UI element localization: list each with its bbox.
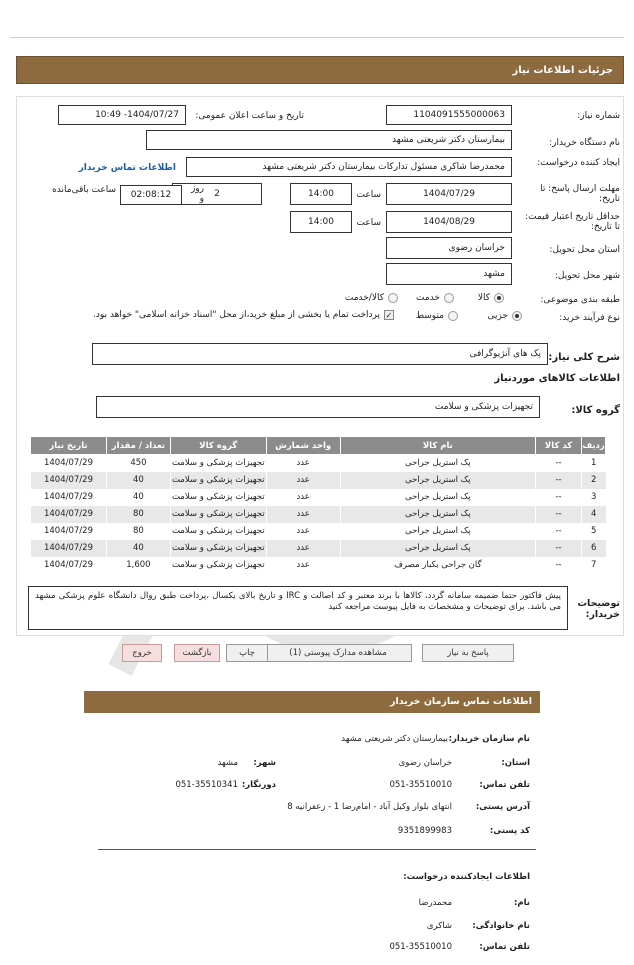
cell: 3 xyxy=(582,489,606,506)
cell: 5 xyxy=(582,523,606,540)
creator-family-label: نام خانوادگی: xyxy=(472,921,530,931)
cell: پک استریل جراحی xyxy=(340,472,536,489)
buyer-field: بیمارستان دکتر شریعتی مشهد xyxy=(146,130,512,150)
contact-province-value: خراسان رضوی xyxy=(398,758,452,768)
cell: عدد xyxy=(266,472,340,489)
col-unit: واحد شمارش xyxy=(266,437,340,455)
cell: 40 xyxy=(106,489,170,506)
cell: تجهیزات پزشکی و سلامت xyxy=(170,455,266,472)
cell: عدد xyxy=(266,540,340,557)
table-row xyxy=(31,455,606,472)
reply-button[interactable]: پاسخ به نیاز xyxy=(422,644,514,662)
page-header: جزئیات اطلاعات نیاز xyxy=(16,56,624,84)
cell: تجهیزات پزشکی و سلامت xyxy=(170,523,266,540)
validity-label: حداقل تاریخ اعتبار قیمت: تا تاریخ: xyxy=(525,212,620,232)
cell: 1 xyxy=(582,455,606,472)
contact-city-label: شهر: xyxy=(253,758,276,768)
cell: 80 xyxy=(106,506,170,523)
buyer-label: نام دستگاه خریدار: xyxy=(549,138,620,148)
contact-fax-value: 051-35510341 xyxy=(175,780,238,790)
cell: -- xyxy=(536,540,582,557)
deadline-date-field: 1404/07/29 xyxy=(386,183,512,205)
announce-label: تاریخ و ساعت اعلان عمومی: xyxy=(195,111,304,121)
remaining-label: ساعت باقی‌مانده xyxy=(52,185,116,195)
cell: 80 xyxy=(106,523,170,540)
validity-time-label: ساعت xyxy=(356,218,381,228)
cell: تجهیزات پزشکی و سلامت xyxy=(170,540,266,557)
cell: تجهیزات پزشکی و سلامت xyxy=(170,489,266,506)
cell: 1404/07/29 xyxy=(31,557,107,574)
contact-header: اطلاعات تماس سازمان خریدار xyxy=(84,691,540,713)
items-table xyxy=(30,436,606,574)
cell: -- xyxy=(536,489,582,506)
postal-label: کد پستی: xyxy=(489,826,530,836)
cell: 4 xyxy=(582,506,606,523)
cell: 1,600 xyxy=(106,557,170,574)
validity-date-field: 1404/08/29 xyxy=(386,211,512,233)
cell: 1404/07/29 xyxy=(31,540,107,557)
cell: -- xyxy=(536,557,582,574)
cell: پک استریل جراحی xyxy=(340,506,536,523)
notes-label: توضیحات خریدار: xyxy=(577,598,620,620)
notes-field: پیش فاکتور حتما ضمیمه سامانه گردد، کالاها با برند معتبر و کد اصالت و IRC و تاریخ بالای یکسال ،پرداخت طبق روال دانشگاه علوم پزشکی مشهد می باشد. برای توضیحات و مشخصات به فایل پیوست مراجعه کنید xyxy=(28,586,568,630)
exit-button[interactable]: خروج xyxy=(122,644,162,662)
checkbox-check-icon: ✓ xyxy=(385,311,393,320)
city-label: شهر محل تحویل: xyxy=(554,271,620,281)
org-label: نام سازمان خریدار: xyxy=(448,734,530,744)
contact-fax-label: دورنگار: xyxy=(241,780,276,790)
cell: 450 xyxy=(106,455,170,472)
postal-value: 9351899983 xyxy=(397,826,452,836)
cell: گان جراحی یکبار مصرف xyxy=(340,557,536,574)
province-field: خراسان رضوی xyxy=(386,237,512,259)
cell: پک استریل جراحی xyxy=(340,523,536,540)
table-row xyxy=(31,472,606,489)
cell: پک استریل جراحی xyxy=(340,455,536,472)
radio-icon xyxy=(494,293,504,303)
table-row xyxy=(31,489,606,506)
deadline-label: مهلت ارسال پاسخ: تا تاریخ: xyxy=(540,184,620,204)
creator-family-value: شاکری xyxy=(426,921,452,931)
remaining-time-field: 02:08:12 xyxy=(120,185,182,205)
category-option-service[interactable]: خدمت xyxy=(416,293,454,303)
buyer-contact-link[interactable]: اطلاعات تماس خریدار xyxy=(78,163,176,173)
cell: تجهیزات پزشکی و سلامت xyxy=(170,472,266,489)
group-label: گروه کالا: xyxy=(571,405,620,416)
cell: پک استریل جراحی xyxy=(340,540,536,557)
cell: 40 xyxy=(106,472,170,489)
table-row xyxy=(31,506,606,523)
creator-heading: اطلاعات ایجاد‌کننده درخواست: xyxy=(403,872,530,882)
announce-field: 1404/07/27- 10:49 xyxy=(58,105,186,125)
cell: -- xyxy=(536,506,582,523)
col-need-date: تاریخ نیاز xyxy=(31,437,107,455)
col-item-code: کد کالا xyxy=(536,437,582,455)
creator-label: ایجاد کننده درخواست: xyxy=(537,158,620,168)
col-item-name: نام کالا xyxy=(340,437,536,455)
category-label: طبقه بندی موضوعی: xyxy=(540,295,620,305)
table-row xyxy=(31,540,606,557)
top-divider xyxy=(10,37,624,38)
col-row-number: ردیف xyxy=(582,437,606,455)
treasury-payment-checkbox[interactable]: ✓ پرداخت تمام یا بخشی از مبلغ خرید،از محل "اسناد خزانه اسلامی" خواهد بود. xyxy=(92,310,393,320)
cell: عدد xyxy=(266,523,340,540)
contact-phone-value: 051-35510010 xyxy=(389,780,452,790)
need-number-field: 1104091555000063 xyxy=(386,105,512,125)
process-option-medium[interactable]: متوسط xyxy=(416,311,458,321)
creator-phone-value: 051-35510010 xyxy=(389,942,452,952)
cell: 1404/07/29 xyxy=(31,523,107,540)
cell: 1404/07/29 xyxy=(31,489,107,506)
cell: عدد xyxy=(266,489,340,506)
cell: عدد xyxy=(266,506,340,523)
cell: -- xyxy=(536,455,582,472)
days-field: 2 xyxy=(172,183,262,205)
creator-name-label: نام: xyxy=(513,898,530,908)
radio-icon xyxy=(512,311,522,321)
cell: تجهیزات پزشکی و سلامت xyxy=(170,557,266,574)
deadline-time-label: ساعت xyxy=(356,190,381,200)
need-number-label: شماره نیاز: xyxy=(577,111,620,121)
radio-icon xyxy=(448,311,458,321)
validity-time-field: 14:00 xyxy=(290,211,352,233)
cell: عدد xyxy=(266,557,340,574)
city-field: مشهد xyxy=(386,263,512,285)
cell: 2 xyxy=(582,472,606,489)
cell: 6 xyxy=(582,540,606,557)
summary-field: پک های آنژیوگرافی xyxy=(92,343,548,365)
creator-phone-label: تلفن تماس: xyxy=(479,942,530,952)
process-option-minor[interactable]: جزیی xyxy=(487,311,522,321)
contact-city-value: مشهد xyxy=(217,758,238,768)
col-quantity: تعداد / مقدار xyxy=(106,437,170,455)
province-label: استان محل تحویل: xyxy=(549,245,620,255)
process-label: نوع فرآیند خرید: xyxy=(559,313,620,323)
cell: 1404/07/29 xyxy=(31,472,107,489)
category-option-goods[interactable]: کالا xyxy=(478,293,504,303)
cell: -- xyxy=(536,472,582,489)
creator-name-value: محمدرضا xyxy=(418,898,452,908)
days-label: روز و xyxy=(190,184,204,204)
radio-icon xyxy=(444,293,454,303)
cell: 1404/07/29 xyxy=(31,506,107,523)
back-button[interactable]: بازگشت xyxy=(174,644,220,662)
contact-province-label: استان: xyxy=(501,758,530,768)
col-group: گروه کالا xyxy=(170,437,266,455)
view-attachments-button[interactable]: مشاهده مدارک پیوستی (1) xyxy=(264,644,412,662)
print-button[interactable]: چاپ xyxy=(226,644,268,662)
cell: 1404/07/29 xyxy=(31,455,107,472)
items-heading: اطلاعات کالاهای موردنیاز xyxy=(494,373,620,384)
summary-label: شرح کلی نیاز: xyxy=(548,352,620,363)
items-table-wrapper xyxy=(30,436,606,574)
cell: تجهیزات پزشکی و سلامت xyxy=(170,506,266,523)
group-field: تجهیزات پزشکی و سلامت xyxy=(96,396,540,418)
table-header-row xyxy=(31,437,606,455)
deadline-time-field: 14:00 xyxy=(290,183,352,205)
table-row xyxy=(31,557,606,574)
category-option-both[interactable]: کالا/خدمت xyxy=(345,293,398,303)
contact-phone-label: تلفن تماس: xyxy=(479,780,530,790)
address-value: انتهای بلوار وکیل آباد - امام‌رضا 1 - زعفرانیه 8 xyxy=(287,802,452,812)
contact-divider xyxy=(98,849,536,850)
cell: 40 xyxy=(106,540,170,557)
cell: -- xyxy=(536,523,582,540)
creator-field: محمدرضا شاکری مسئول تدارکات بیمارستان دکتر شریعتی مشهد xyxy=(186,157,512,177)
org-value: بیمارستان دکتر شریعتی مشهد xyxy=(341,734,448,744)
cell: 7 xyxy=(582,557,606,574)
cell: عدد xyxy=(266,455,340,472)
table-row xyxy=(31,523,606,540)
address-label: آدرس پستی: xyxy=(475,802,530,812)
radio-icon xyxy=(388,293,398,303)
cell: پک استریل جراحی xyxy=(340,489,536,506)
